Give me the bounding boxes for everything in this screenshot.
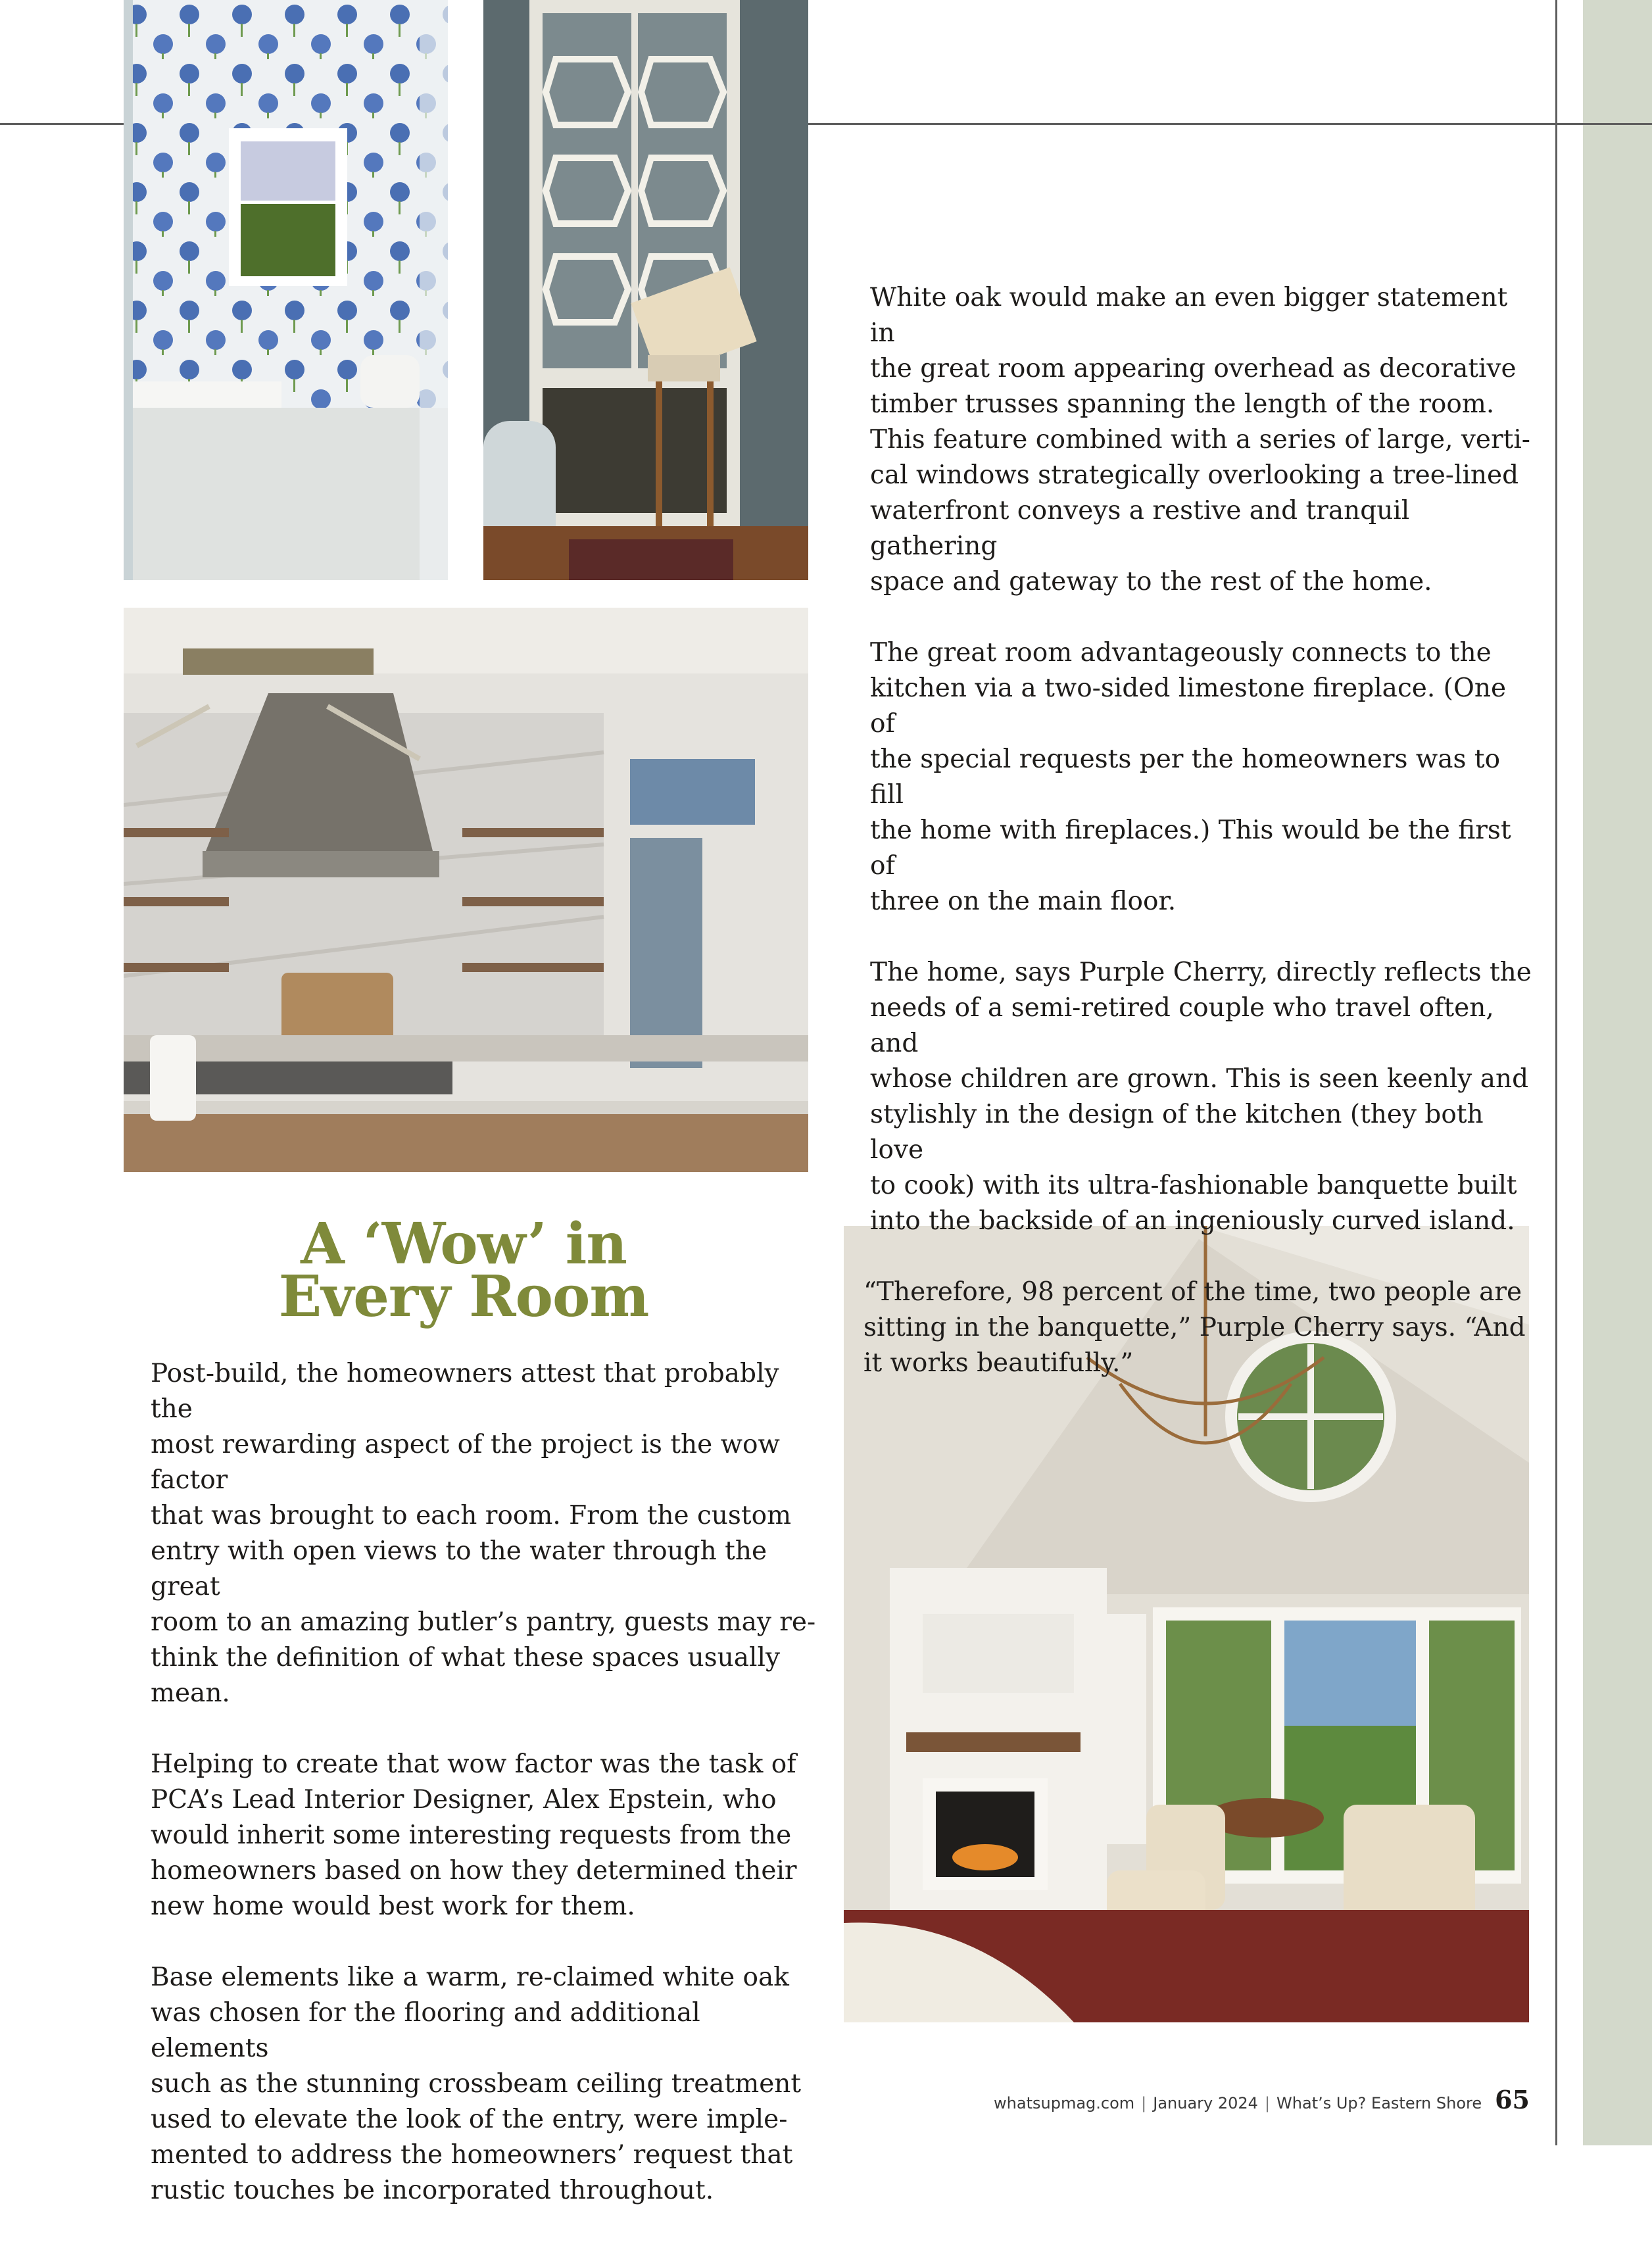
footer-site: whatsupmag.com (994, 2094, 1135, 2112)
vertical-rule (1555, 0, 1557, 2145)
paragraph-wow-factor: Helping to create that wow factor was the task of PCA’s Lead Interior Designer, Alex Epstein, who would inherit some interesting requests from the homeowners based on how they determined their new home would best work for them. (151, 1749, 797, 1921)
footer-issue: January 2024 (1153, 2094, 1258, 2112)
page-footer (994, 2085, 1530, 2114)
bathroom-photo (124, 0, 448, 580)
paragraph-quote: “Therefore, 98 percent of the time, two people are sitting in the banquette,” Purple Cherry says. “And it works beautifully.” (863, 1277, 1526, 1378)
footer-separator: | (1264, 2094, 1271, 2112)
page-edge-band (1583, 0, 1652, 2145)
right-column-text (863, 280, 1534, 1417)
paragraph-post-build: Post-build, the homeowners attest that probably the most rewarding aspect of the project is the wow factor that was brought to each room. From the custom entry with open views to the water through the great room to an amazing butler’s pantry, guests may re- think the definition of what these spaces usually mean. (151, 1359, 816, 1708)
cabinet-photo (483, 0, 808, 580)
paragraph-base-elements: Base elements like a warm, re-claimed white oak was chosen for the flooring and additional elements such as the stunning crossbeam ceiling treatment used to elevate the look of the entry, were imple- mented to address the homeowners’ request that rustic touches be incorporated throughout. (151, 1963, 802, 2205)
horizontal-rule-left (0, 123, 125, 125)
footer-publication: What’s Up? Eastern Shore (1276, 2094, 1482, 2112)
footer-separator: | (1141, 2094, 1147, 2112)
page-number: 65 (1495, 2085, 1530, 2114)
paragraph-home-reflects: The home, says Purple Cherry, directly reflects the needs of a semi-retired couple who travel often, and whose children are grown. This is seen keenly and stylishly in the design of the kitchen (they both love to cook) with its ultra-fashionable banquette built into the backside of an ingeniously curved island. (870, 958, 1532, 1236)
paragraph-white-oak: White oak would make an even bigger statement in the great room appearing overhead as decorative timber trusses spanning the length of the room. This feature combined with a series of large, verti- cal windows strategically overlooking a tree-lined waterfront conveys a restive and tranquil gathering space and gateway to the rest of the home. (870, 283, 1530, 597)
section-heading: A ‘Wow’ in Every Room (278, 1211, 649, 1330)
horizontal-rule-right (808, 123, 1652, 125)
left-column-text (151, 1356, 821, 2244)
paragraph-great-room: The great room advantageously connects to the kitchen via a two-sided limestone fireplace. (One of the special requests per the homeowners was to fill the home with fireplaces.) This would be the first of three on the main floor. (870, 638, 1511, 916)
kitchen-photo (124, 608, 808, 1172)
